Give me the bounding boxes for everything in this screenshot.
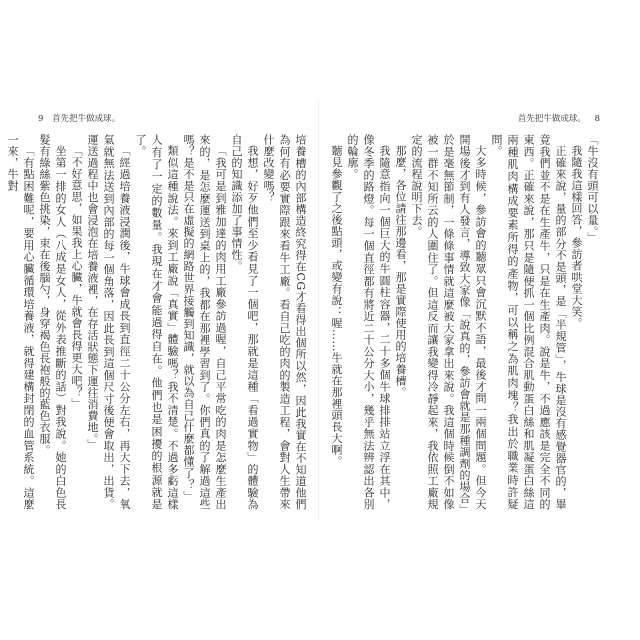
body-paragraph: 培養槽的內部構造終究得在CG才看得出個所以然，因此我實在不知道他們為何有必要實際跟來看牛工廠。看自己吃的肉的製造工程，會對人生帶來什麼改變嗎？ [262,134,307,510]
body-paragraph: 「牛沒有頭可以量。」 [586,134,599,244]
right-page-header [518,112,600,124]
body-paragraph: 類似這種說法。來到工廠說「真實」體驗嗎？我不清楚。不過多虧這樣人有了一定的數量。我現在才會能過得自在。他們也是困擾的根源就是了。 [134,134,179,510]
body-paragraph: 「不好意思，如果我上心臟，牛就會長得更大吧？」 [70,145,83,410]
body-paragraph: 「有點困難呢，要用心臟循環培養液，就得建構封閉的血管系統。這麼一來，牛對 [6,134,35,510]
body-paragraph: 「經過培養液浸潤後，牛球會成長到直徑二十公分左右，再大下去，氧氣就無法送到內部的每一個角落，因此長到這個尺寸後便會取出，出貨。運送過程中也會浸泡在培養液裡，在存活狀態下運往消費地。」 [86,134,131,510]
right-page-body [330,134,600,510]
page-gutter [318,100,319,520]
body-paragraph: 正確來說，量的部分不是頭，是「半規管」，牛球是沒有感覺器官的，畢竟我們並不是在生產牛，只是在生產肉。說是牛，不過應該是完全不同的東西。正確來說，那只是隨便抓一個比例混合肌動蛋白絲和肌凝蛋白絲這兩種肌肉構成要素所得的產物，可以稱之為肌肉塊？我出於職業時許疑問。 [490,134,567,510]
right-page [330,112,600,512]
body-paragraph: 坐第一排的女人（八成是女人，從外表推斷的話）對我說。她的白色長髮有綠絲紫色挑染，束在後腦勺，身穿褐色長袍般的藍色衣服。 [38,134,67,510]
body-paragraph: 「我可是到雅加達的肉用工廠參訪過喔，自己平常吃的肉是怎麼生產出來的，是怎麼運送到桌上的，我都在那裡學習到了。你們真的了解過這些嗎？是不是只在虛擬的網路世界接觸到知識，就以為自己什麼都懂了？」 [182,134,227,510]
body-paragraph: 我隨意指向一個巨大的牛圓柱容器，二十多個牛球排排站立浮在其中，像冬季的路燈。每一個直徑都有將近二十公分大小，幾乎無法辨認出各別的輪廓。 [346,134,391,510]
left-page-number: 9 [38,114,44,124]
body-paragraph: 我隨我這樣回答，參訪者哄堂大笑。 [570,145,583,329]
left-page [6,112,308,512]
left-page-header [38,112,120,124]
body-paragraph: 聽見參觀了之後點頭，或變有說：喔……牛就在那裡頭長大啊。 [330,145,343,467]
body-paragraph: 那麼，各位請往那邊看，那是實際使用的培養槽。 [394,145,407,398]
body-paragraph: 我想，好歹他們至少看見了一個吧，那就是這種「看過實物」的體驗為自己的知識添加了事情性。 [230,134,259,510]
right-page-number: 8 [594,114,600,124]
left-running-head: 首先把牛做成球。 [52,114,121,124]
right-running-head: 首先把牛做成球。 [517,114,586,124]
left-page-body [6,134,308,510]
body-paragraph: 大多時候，參訪會的聽眾只會沉默不語，最後才問一兩個問題。但今天開場後才到有人發言，導致大家像「說真的，參訪會就是那種調劑的場合」於是毫無節制，一條條事情就這麼被大家拿出來說。我這個時候倒不如像被一群不知所云的人圍住了。但這反而讓我變得冷靜起來，我依照工廠規定的流程說明下去。 [410,134,487,510]
